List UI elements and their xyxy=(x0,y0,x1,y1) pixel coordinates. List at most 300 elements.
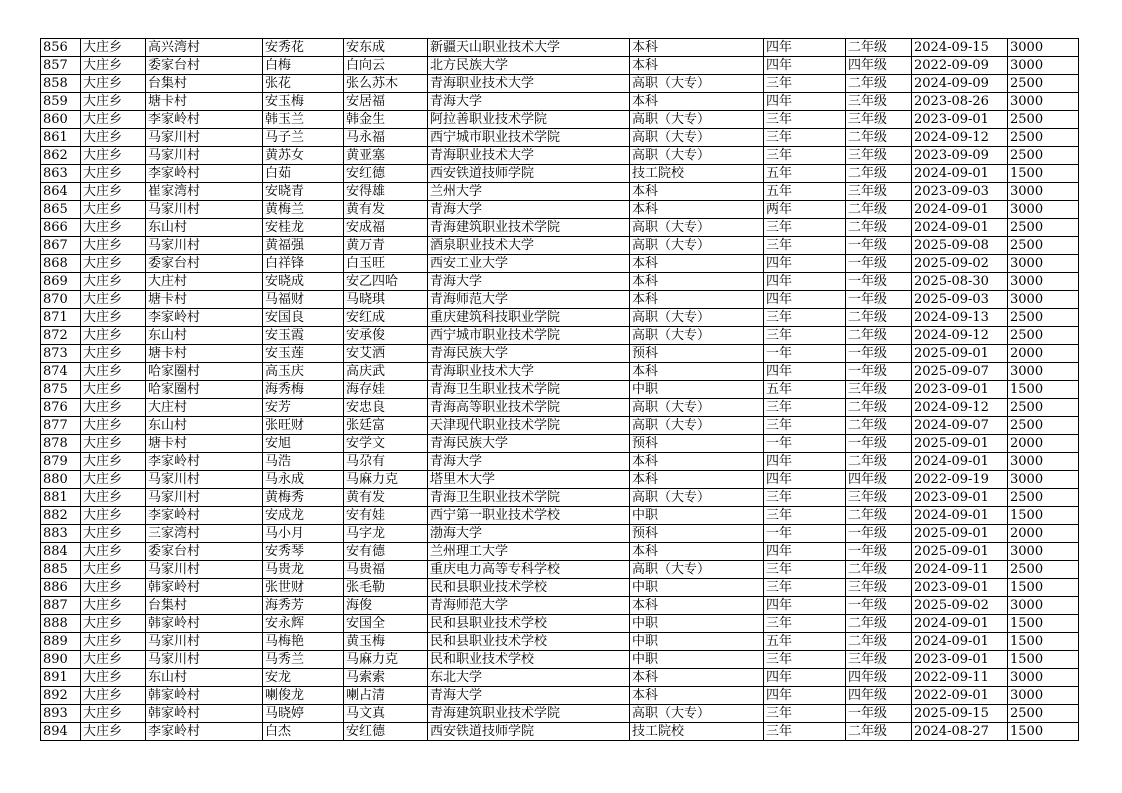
cell-village: 崔家湾村 xyxy=(146,183,263,201)
cell-school-name: 西宁城市职业技术学院 xyxy=(428,129,630,147)
cell-education-level: 高职（大专） xyxy=(630,75,764,93)
cell-program-length: 三年 xyxy=(764,327,846,345)
cell-enrollment-date: 2023-09-01 xyxy=(912,111,1008,129)
cell-grade: 三年级 xyxy=(846,183,912,201)
cell-education-level: 中职 xyxy=(630,615,764,633)
cell-village: 韩家岭村 xyxy=(146,579,263,597)
cell-subsidy-amount: 3000 xyxy=(1008,453,1079,471)
cell-village: 委家台村 xyxy=(146,57,263,75)
cell-student-name: 安桂龙 xyxy=(263,219,344,237)
cell-education-level: 高职（大专） xyxy=(630,705,764,723)
cell-student-name: 安秀琴 xyxy=(263,543,344,561)
cell-township: 大庄乡 xyxy=(81,507,146,525)
cell-education-level: 预科 xyxy=(630,435,764,453)
cell-row-number: 875 xyxy=(41,381,81,399)
cell-student-name: 白祥锋 xyxy=(263,255,344,273)
cell-program-length: 三年 xyxy=(764,147,846,165)
cell-enrollment-date: 2024-09-01 xyxy=(912,633,1008,651)
cell-student-name: 白茹 xyxy=(263,165,344,183)
cell-row-number: 874 xyxy=(41,363,81,381)
cell-row-number: 858 xyxy=(41,75,81,93)
cell-education-level: 本科 xyxy=(630,201,764,219)
cell-guardian-name: 安有娃 xyxy=(344,507,428,525)
cell-village: 哈家圈村 xyxy=(146,363,263,381)
cell-township: 大庄乡 xyxy=(81,165,146,183)
cell-program-length: 四年 xyxy=(764,291,846,309)
cell-subsidy-amount: 3000 xyxy=(1008,687,1079,705)
cell-village: 塘卡村 xyxy=(146,345,263,363)
table-row xyxy=(41,39,1079,57)
cell-village: 韩家岭村 xyxy=(146,615,263,633)
cell-subsidy-amount: 3000 xyxy=(1008,291,1079,309)
cell-enrollment-date: 2023-09-01 xyxy=(912,651,1008,669)
cell-program-length: 三年 xyxy=(764,111,846,129)
cell-education-level: 中职 xyxy=(630,507,764,525)
cell-subsidy-amount: 2000 xyxy=(1008,345,1079,363)
table-row xyxy=(41,597,1079,615)
cell-subsidy-amount: 2500 xyxy=(1008,489,1079,507)
cell-enrollment-date: 2025-09-03 xyxy=(912,291,1008,309)
cell-village: 委家台村 xyxy=(146,543,263,561)
table-row xyxy=(41,723,1079,741)
cell-township: 大庄乡 xyxy=(81,129,146,147)
table-row xyxy=(41,345,1079,363)
cell-education-level: 高职（大专） xyxy=(630,417,764,435)
cell-grade: 四年级 xyxy=(846,669,912,687)
cell-grade: 一年级 xyxy=(846,255,912,273)
cell-program-length: 一年 xyxy=(764,345,846,363)
cell-student-name: 安龙 xyxy=(263,669,344,687)
cell-student-name: 张花 xyxy=(263,75,344,93)
cell-row-number: 892 xyxy=(41,687,81,705)
cell-township: 大庄乡 xyxy=(81,147,146,165)
cell-township: 大庄乡 xyxy=(81,57,146,75)
cell-township: 大庄乡 xyxy=(81,561,146,579)
cell-education-level: 高职（大专） xyxy=(630,129,764,147)
table-row xyxy=(41,75,1079,93)
cell-guardian-name: 马索索 xyxy=(344,669,428,687)
cell-enrollment-date: 2023-09-01 xyxy=(912,381,1008,399)
table-row xyxy=(41,399,1079,417)
cell-village: 李家岭村 xyxy=(146,165,263,183)
cell-enrollment-date: 2023-09-03 xyxy=(912,183,1008,201)
cell-village: 马家川村 xyxy=(146,633,263,651)
cell-school-name: 青海卫生职业技术学院 xyxy=(428,381,630,399)
table-row xyxy=(41,579,1079,597)
cell-program-length: 两年 xyxy=(764,201,846,219)
cell-student-name: 马贵龙 xyxy=(263,561,344,579)
cell-township: 大庄乡 xyxy=(81,381,146,399)
cell-education-level: 预科 xyxy=(630,345,764,363)
cell-student-name: 马子兰 xyxy=(263,129,344,147)
cell-education-level: 高职（大专） xyxy=(630,309,764,327)
table-row xyxy=(41,201,1079,219)
cell-grade: 二年级 xyxy=(846,75,912,93)
cell-grade: 一年级 xyxy=(846,435,912,453)
cell-subsidy-amount: 3000 xyxy=(1008,255,1079,273)
cell-subsidy-amount: 2500 xyxy=(1008,147,1079,165)
cell-township: 大庄乡 xyxy=(81,93,146,111)
cell-program-length: 三年 xyxy=(764,561,846,579)
cell-enrollment-date: 2024-08-27 xyxy=(912,723,1008,741)
cell-row-number: 883 xyxy=(41,525,81,543)
cell-subsidy-amount: 2500 xyxy=(1008,237,1079,255)
cell-township: 大庄乡 xyxy=(81,363,146,381)
cell-enrollment-date: 2022-09-01 xyxy=(912,687,1008,705)
cell-program-length: 四年 xyxy=(764,597,846,615)
table-row xyxy=(41,615,1079,633)
cell-education-level: 高职（大专） xyxy=(630,561,764,579)
cell-program-length: 四年 xyxy=(764,363,846,381)
cell-school-name: 民和县职业技术学校 xyxy=(428,579,630,597)
cell-enrollment-date: 2025-09-01 xyxy=(912,543,1008,561)
cell-subsidy-amount: 2500 xyxy=(1008,399,1079,417)
cell-village: 三家湾村 xyxy=(146,525,263,543)
cell-program-length: 三年 xyxy=(764,309,846,327)
cell-village: 马家川村 xyxy=(146,471,263,489)
cell-guardian-name: 高庆武 xyxy=(344,363,428,381)
cell-subsidy-amount: 2000 xyxy=(1008,435,1079,453)
cell-subsidy-amount: 2500 xyxy=(1008,111,1079,129)
cell-row-number: 873 xyxy=(41,345,81,363)
cell-education-level: 本科 xyxy=(630,273,764,291)
cell-school-name: 民和县职业技术学校 xyxy=(428,633,630,651)
cell-village: 李家岭村 xyxy=(146,453,263,471)
cell-guardian-name: 安居福 xyxy=(344,93,428,111)
cell-guardian-name: 张廷富 xyxy=(344,417,428,435)
cell-subsidy-amount: 1500 xyxy=(1008,381,1079,399)
cell-program-length: 三年 xyxy=(764,615,846,633)
cell-enrollment-date: 2023-09-01 xyxy=(912,579,1008,597)
cell-subsidy-amount: 1500 xyxy=(1008,723,1079,741)
cell-guardian-name: 马字龙 xyxy=(344,525,428,543)
cell-enrollment-date: 2024-09-11 xyxy=(912,561,1008,579)
cell-grade: 三年级 xyxy=(846,111,912,129)
cell-education-level: 中职 xyxy=(630,633,764,651)
cell-school-name: 西宁第一职业技术学校 xyxy=(428,507,630,525)
cell-guardian-name: 张么苏木 xyxy=(344,75,428,93)
cell-subsidy-amount: 2500 xyxy=(1008,129,1079,147)
cell-village: 韩家岭村 xyxy=(146,687,263,705)
cell-row-number: 857 xyxy=(41,57,81,75)
cell-education-level: 本科 xyxy=(630,93,764,111)
cell-row-number: 885 xyxy=(41,561,81,579)
cell-education-level: 中职 xyxy=(630,651,764,669)
cell-grade: 二年级 xyxy=(846,39,912,57)
cell-village: 大庄村 xyxy=(146,399,263,417)
cell-row-number: 887 xyxy=(41,597,81,615)
cell-subsidy-amount: 1500 xyxy=(1008,507,1079,525)
cell-subsidy-amount: 2500 xyxy=(1008,219,1079,237)
cell-student-name: 安玉莲 xyxy=(263,345,344,363)
cell-student-name: 喇俊龙 xyxy=(263,687,344,705)
cell-township: 大庄乡 xyxy=(81,399,146,417)
table-row xyxy=(41,327,1079,345)
cell-education-level: 本科 xyxy=(630,291,764,309)
cell-enrollment-date: 2025-09-02 xyxy=(912,597,1008,615)
cell-township: 大庄乡 xyxy=(81,237,146,255)
cell-student-name: 黄梅秀 xyxy=(263,489,344,507)
cell-school-name: 青海职业技术大学 xyxy=(428,147,630,165)
cell-township: 大庄乡 xyxy=(81,273,146,291)
table-row xyxy=(41,309,1079,327)
table-row xyxy=(41,237,1079,255)
cell-row-number: 890 xyxy=(41,651,81,669)
cell-row-number: 865 xyxy=(41,201,81,219)
cell-grade: 四年级 xyxy=(846,687,912,705)
cell-grade: 二年级 xyxy=(846,723,912,741)
cell-grade: 一年级 xyxy=(846,525,912,543)
cell-grade: 二年级 xyxy=(846,615,912,633)
cell-township: 大庄乡 xyxy=(81,687,146,705)
cell-school-name: 青海民族大学 xyxy=(428,435,630,453)
cell-program-length: 一年 xyxy=(764,525,846,543)
cell-row-number: 871 xyxy=(41,309,81,327)
cell-enrollment-date: 2025-09-02 xyxy=(912,255,1008,273)
cell-grade: 二年级 xyxy=(846,633,912,651)
cell-enrollment-date: 2024-09-01 xyxy=(912,201,1008,219)
table-row xyxy=(41,381,1079,399)
cell-school-name: 青海高等职业技术学院 xyxy=(428,399,630,417)
cell-grade: 二年级 xyxy=(846,129,912,147)
cell-subsidy-amount: 3000 xyxy=(1008,543,1079,561)
cell-township: 大庄乡 xyxy=(81,219,146,237)
cell-enrollment-date: 2022-09-09 xyxy=(912,57,1008,75)
cell-guardian-name: 安国全 xyxy=(344,615,428,633)
cell-school-name: 天津现代职业技术学院 xyxy=(428,417,630,435)
cell-school-name: 青海卫生职业技术学院 xyxy=(428,489,630,507)
cell-row-number: 863 xyxy=(41,165,81,183)
cell-student-name: 马晓婷 xyxy=(263,705,344,723)
cell-enrollment-date: 2024-09-01 xyxy=(912,507,1008,525)
cell-school-name: 青海大学 xyxy=(428,273,630,291)
cell-grade: 四年级 xyxy=(846,471,912,489)
cell-education-level: 高职（大专） xyxy=(630,489,764,507)
cell-program-length: 三年 xyxy=(764,705,846,723)
cell-subsidy-amount: 1500 xyxy=(1008,579,1079,597)
cell-education-level: 本科 xyxy=(630,453,764,471)
cell-school-name: 重庆建筑科技职业学院 xyxy=(428,309,630,327)
cell-row-number: 868 xyxy=(41,255,81,273)
cell-enrollment-date: 2024-09-15 xyxy=(912,39,1008,57)
cell-guardian-name: 安艾洒 xyxy=(344,345,428,363)
cell-guardian-name: 马麻力克 xyxy=(344,471,428,489)
cell-school-name: 民和职业技术学校 xyxy=(428,651,630,669)
cell-enrollment-date: 2024-09-12 xyxy=(912,399,1008,417)
table-row xyxy=(41,147,1079,165)
cell-student-name: 白杰 xyxy=(263,723,344,741)
cell-enrollment-date: 2024-09-01 xyxy=(912,219,1008,237)
cell-student-name: 马永成 xyxy=(263,471,344,489)
cell-guardian-name: 马永福 xyxy=(344,129,428,147)
cell-school-name: 新疆天山职业技术大学 xyxy=(428,39,630,57)
cell-education-level: 技工院校 xyxy=(630,723,764,741)
cell-row-number: 881 xyxy=(41,489,81,507)
cell-township: 大庄乡 xyxy=(81,669,146,687)
cell-township: 大庄乡 xyxy=(81,579,146,597)
cell-grade: 一年级 xyxy=(846,543,912,561)
cell-village: 东山村 xyxy=(146,327,263,345)
cell-village: 韩家岭村 xyxy=(146,705,263,723)
cell-subsidy-amount: 3000 xyxy=(1008,183,1079,201)
cell-enrollment-date: 2022-09-19 xyxy=(912,471,1008,489)
cell-student-name: 张世财 xyxy=(263,579,344,597)
cell-subsidy-amount: 3000 xyxy=(1008,39,1079,57)
cell-village: 马家川村 xyxy=(146,561,263,579)
cell-program-length: 三年 xyxy=(764,579,846,597)
cell-enrollment-date: 2024-09-13 xyxy=(912,309,1008,327)
cell-program-length: 三年 xyxy=(764,237,846,255)
cell-education-level: 本科 xyxy=(630,255,764,273)
cell-school-name: 兰州大学 xyxy=(428,183,630,201)
cell-township: 大庄乡 xyxy=(81,489,146,507)
cell-village: 东山村 xyxy=(146,219,263,237)
cell-program-length: 三年 xyxy=(764,489,846,507)
cell-guardian-name: 安学文 xyxy=(344,435,428,453)
cell-guardian-name: 喇占清 xyxy=(344,687,428,705)
cell-row-number: 867 xyxy=(41,237,81,255)
cell-school-name: 西安铁道技师学院 xyxy=(428,165,630,183)
cell-subsidy-amount: 2000 xyxy=(1008,525,1079,543)
cell-village: 台集村 xyxy=(146,75,263,93)
cell-school-name: 青海建筑职业技术学院 xyxy=(428,705,630,723)
cell-enrollment-date: 2025-09-07 xyxy=(912,363,1008,381)
cell-enrollment-date: 2022-09-11 xyxy=(912,669,1008,687)
cell-school-name: 青海师范大学 xyxy=(428,291,630,309)
cell-township: 大庄乡 xyxy=(81,201,146,219)
table-row xyxy=(41,453,1079,471)
cell-township: 大庄乡 xyxy=(81,417,146,435)
cell-grade: 一年级 xyxy=(846,363,912,381)
cell-student-name: 安旭 xyxy=(263,435,344,453)
cell-program-length: 一年 xyxy=(764,435,846,453)
table-row xyxy=(41,651,1079,669)
cell-guardian-name: 张毛勒 xyxy=(344,579,428,597)
table-row xyxy=(41,111,1079,129)
cell-enrollment-date: 2023-09-09 xyxy=(912,147,1008,165)
cell-row-number: 878 xyxy=(41,435,81,453)
cell-row-number: 893 xyxy=(41,705,81,723)
cell-row-number: 860 xyxy=(41,111,81,129)
table-row xyxy=(41,219,1079,237)
cell-program-length: 四年 xyxy=(764,669,846,687)
cell-row-number: 880 xyxy=(41,471,81,489)
cell-subsidy-amount: 2500 xyxy=(1008,705,1079,723)
cell-grade: 一年级 xyxy=(846,237,912,255)
cell-grade: 一年级 xyxy=(846,597,912,615)
cell-program-length: 四年 xyxy=(764,255,846,273)
cell-program-length: 五年 xyxy=(764,633,846,651)
cell-village: 塘卡村 xyxy=(146,93,263,111)
cell-enrollment-date: 2024-09-01 xyxy=(912,165,1008,183)
cell-grade: 一年级 xyxy=(846,345,912,363)
cell-enrollment-date: 2024-09-12 xyxy=(912,327,1008,345)
cell-student-name: 韩玉兰 xyxy=(263,111,344,129)
cell-grade: 三年级 xyxy=(846,147,912,165)
cell-village: 东山村 xyxy=(146,417,263,435)
table-row xyxy=(41,57,1079,75)
cell-grade: 二年级 xyxy=(846,507,912,525)
table-row xyxy=(41,669,1079,687)
cell-guardian-name: 安成福 xyxy=(344,219,428,237)
cell-student-name: 马小月 xyxy=(263,525,344,543)
cell-township: 大庄乡 xyxy=(81,615,146,633)
cell-grade: 二年级 xyxy=(846,309,912,327)
cell-school-name: 青海师范大学 xyxy=(428,597,630,615)
cell-school-name: 青海职业技术大学 xyxy=(428,75,630,93)
cell-row-number: 861 xyxy=(41,129,81,147)
cell-program-length: 三年 xyxy=(764,219,846,237)
cell-row-number: 859 xyxy=(41,93,81,111)
cell-education-level: 本科 xyxy=(630,39,764,57)
cell-student-name: 马梅艳 xyxy=(263,633,344,651)
cell-subsidy-amount: 3000 xyxy=(1008,363,1079,381)
cell-program-length: 四年 xyxy=(764,453,846,471)
cell-program-length: 三年 xyxy=(764,129,846,147)
cell-guardian-name: 安东成 xyxy=(344,39,428,57)
cell-subsidy-amount: 3000 xyxy=(1008,273,1079,291)
cell-grade: 一年级 xyxy=(846,291,912,309)
cell-education-level: 技工院校 xyxy=(630,165,764,183)
cell-education-level: 本科 xyxy=(630,57,764,75)
cell-township: 大庄乡 xyxy=(81,543,146,561)
cell-guardian-name: 黄玉梅 xyxy=(344,633,428,651)
cell-program-length: 四年 xyxy=(764,471,846,489)
cell-grade: 三年级 xyxy=(846,381,912,399)
cell-village: 高兴湾村 xyxy=(146,39,263,57)
cell-program-length: 三年 xyxy=(764,399,846,417)
cell-student-name: 安芳 xyxy=(263,399,344,417)
cell-school-name: 西安铁道技师学院 xyxy=(428,723,630,741)
cell-subsidy-amount: 3000 xyxy=(1008,669,1079,687)
cell-guardian-name: 安红德 xyxy=(344,723,428,741)
cell-row-number: 862 xyxy=(41,147,81,165)
cell-program-length: 三年 xyxy=(764,651,846,669)
table-row xyxy=(41,489,1079,507)
cell-grade: 二年级 xyxy=(846,453,912,471)
cell-row-number: 856 xyxy=(41,39,81,57)
cell-program-length: 三年 xyxy=(764,417,846,435)
cell-enrollment-date: 2024-09-09 xyxy=(912,75,1008,93)
table-row xyxy=(41,183,1079,201)
cell-enrollment-date: 2023-08-26 xyxy=(912,93,1008,111)
cell-row-number: 884 xyxy=(41,543,81,561)
cell-village: 李家岭村 xyxy=(146,111,263,129)
cell-guardian-name: 马贵福 xyxy=(344,561,428,579)
table-body xyxy=(41,39,1079,741)
cell-program-length: 四年 xyxy=(764,57,846,75)
cell-enrollment-date: 2025-09-01 xyxy=(912,435,1008,453)
cell-grade: 二年级 xyxy=(846,219,912,237)
cell-subsidy-amount: 3000 xyxy=(1008,597,1079,615)
cell-village: 塘卡村 xyxy=(146,435,263,453)
cell-row-number: 888 xyxy=(41,615,81,633)
cell-guardian-name: 安承俊 xyxy=(344,327,428,345)
cell-row-number: 894 xyxy=(41,723,81,741)
cell-township: 大庄乡 xyxy=(81,309,146,327)
cell-row-number: 882 xyxy=(41,507,81,525)
cell-education-level: 高职（大专） xyxy=(630,147,764,165)
cell-education-level: 中职 xyxy=(630,381,764,399)
cell-township: 大庄乡 xyxy=(81,471,146,489)
cell-student-name: 安玉霞 xyxy=(263,327,344,345)
cell-education-level: 高职（大专） xyxy=(630,399,764,417)
table-row xyxy=(41,687,1079,705)
cell-education-level: 本科 xyxy=(630,597,764,615)
cell-grade: 一年级 xyxy=(846,705,912,723)
cell-village: 哈家圈村 xyxy=(146,381,263,399)
cell-village: 东山村 xyxy=(146,669,263,687)
